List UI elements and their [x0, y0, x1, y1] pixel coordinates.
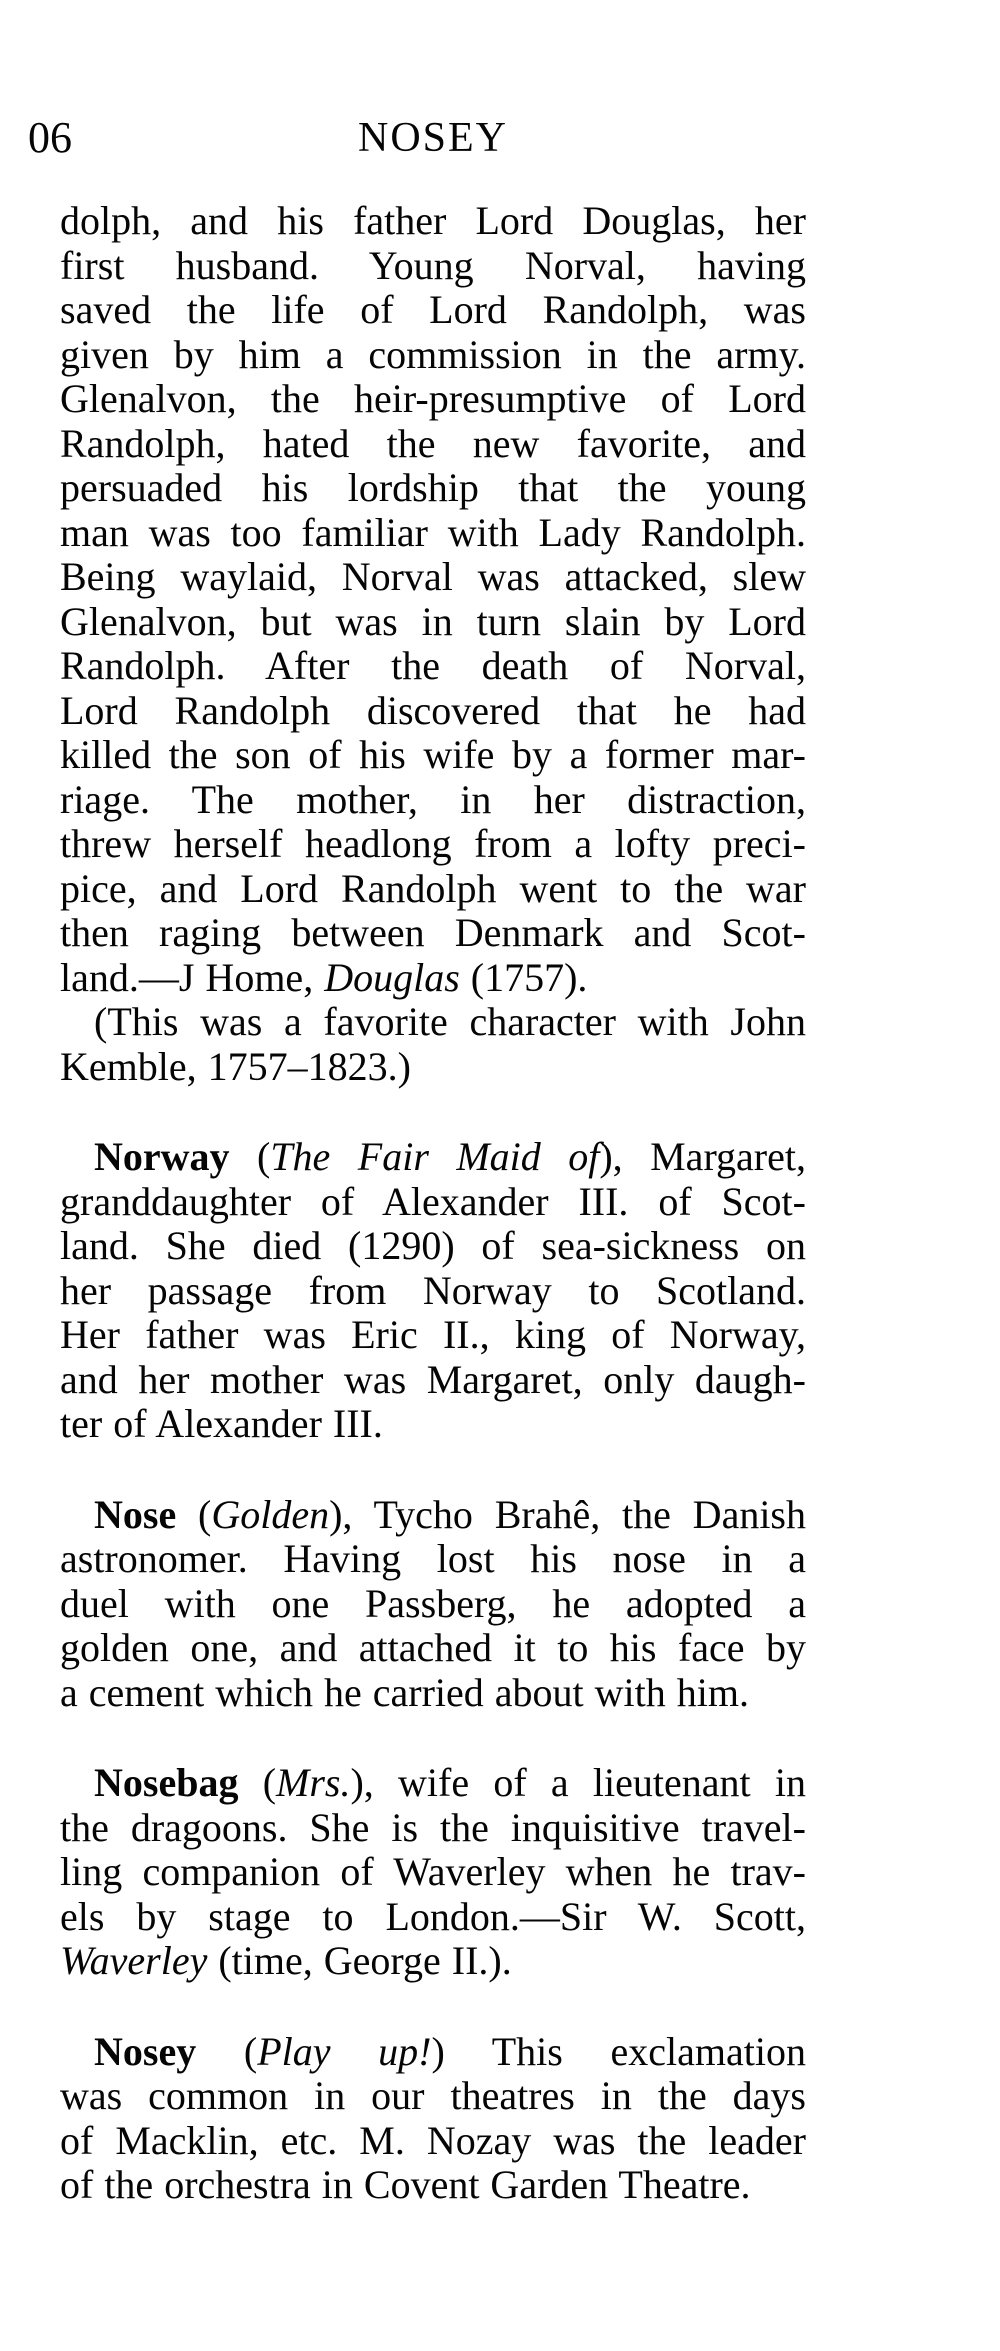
- text-segment: Glenalvon, but was in turn slain by Lord: [60, 598, 806, 644]
- text-segment: given by him a commission in the army.: [60, 331, 806, 377]
- text-line: [60, 555, 806, 600]
- entry-nosey: [60, 2030, 806, 2208]
- text-segment: dolph, and his father Lord Douglas, her: [60, 198, 806, 243]
- italic-text: Play up!: [257, 2028, 432, 2074]
- text-segment: the dragoons. She is the inquisitive travel-: [60, 1804, 806, 1850]
- entry-term: Nose: [94, 1491, 177, 1537]
- text-line: [60, 1626, 806, 1671]
- text-line: [60, 244, 806, 289]
- text-line: [60, 333, 806, 378]
- text-segment: granddaughter of Alexander III. of Scot-: [60, 1178, 806, 1224]
- text-line: [60, 1761, 806, 1806]
- text-line: [60, 822, 806, 867]
- text-segment: Being waylaid, Norval was attacked, slew: [60, 554, 806, 599]
- text-line: [60, 422, 806, 467]
- text-segment: ), Tycho Brahê, the Danish: [329, 1491, 806, 1537]
- text-segment: ling companion of Waverley when he trav-: [60, 1849, 806, 1894]
- text-segment: man was too familiar with Lady Randolph.: [60, 509, 806, 555]
- entry-term: Nosey: [94, 2028, 197, 2074]
- text-line: [60, 288, 806, 333]
- text-line: [60, 733, 806, 778]
- text-line: [60, 867, 806, 912]
- text-line: [60, 1402, 806, 1447]
- text-line: [60, 1224, 806, 1269]
- text-segment: (: [229, 1134, 271, 1179]
- text-segment: pice, and Lord Randolph went to the war: [60, 865, 806, 911]
- text-line: [60, 2030, 806, 2075]
- text-segment: land. She died (1290) of sea-sickness on: [60, 1223, 806, 1268]
- text-line: [60, 2074, 806, 2119]
- text-segment: land.—J Home,: [60, 954, 325, 1000]
- text-line: [60, 1895, 806, 1940]
- entry-norway: [60, 1135, 806, 1447]
- text-line: [60, 1000, 806, 1045]
- text-segment: killed the son of his wife by a former mar-: [60, 732, 806, 777]
- text-segment: Kemble, 1757–1823.): [60, 1043, 411, 1089]
- text-line: [60, 1537, 806, 1582]
- text-segment: duel with one Passberg, he adopted a: [60, 1580, 806, 1626]
- text-segment: Randolph, hated the new favorite, and: [60, 420, 806, 466]
- running-head-title: NOSEY: [357, 115, 508, 161]
- text-line: [60, 1358, 806, 1403]
- text-segment: ) This exclamation: [431, 2028, 806, 2074]
- page-number: 06: [28, 113, 72, 162]
- text-line: [60, 1269, 806, 1314]
- text-column: [60, 199, 806, 2208]
- entry-nosebag: [60, 1761, 806, 1984]
- text-line: [60, 199, 806, 244]
- text-segment: saved the life of Lord Randolph, was: [60, 287, 806, 332]
- text-segment: (This was a favorite character with John: [94, 999, 806, 1044]
- text-line: [60, 1939, 806, 1984]
- text-line: [60, 2163, 806, 2208]
- text-segment: of Macklin, etc. M. Nozay was the leader: [60, 2117, 806, 2163]
- italic-text: The Fair Maid of: [270, 1134, 600, 1179]
- text-line: [60, 377, 806, 422]
- entry-term: Nosebag: [94, 1760, 239, 1805]
- text-line: [60, 1493, 806, 1538]
- text-segment: then raging between Denmark and Scot-: [60, 910, 806, 955]
- text-segment: riage. The mother, in her distraction,: [60, 776, 806, 822]
- text-segment: her passage from Norway to Scotland.: [60, 1267, 806, 1313]
- text-line: [60, 1806, 806, 1851]
- text-line: [60, 689, 806, 734]
- italic-text: Douglas: [324, 954, 460, 1000]
- text-line: [60, 956, 806, 1001]
- text-segment: first husband. Young Norval, having: [60, 242, 806, 288]
- italic-text: Golden: [211, 1491, 330, 1537]
- text-line: [60, 911, 806, 956]
- text-segment: ), wife of a lieutenant in: [350, 1760, 807, 1805]
- italic-text: Mrs.: [276, 1760, 351, 1805]
- text-segment: and her mother was Margaret, only daugh-: [60, 1356, 806, 1402]
- italic-text: Waverley: [60, 1938, 208, 1983]
- text-segment: of the orchestra in Covent Garden Theatre.: [60, 2162, 751, 2207]
- text-segment: els by stage to London.—Sir W. Scott,: [60, 1893, 806, 1939]
- text-segment: a cement which he carried about with him.: [60, 1669, 749, 1715]
- text-segment: ter of Alexander III.: [60, 1401, 383, 1446]
- text-segment: (time, George II.).: [207, 1938, 512, 1983]
- text-line: [60, 1045, 806, 1090]
- text-segment: golden one, and attached it to his face by: [60, 1625, 806, 1670]
- entry-norval-continuation: [60, 199, 806, 1000]
- text-line: [60, 1313, 806, 1358]
- entry-nose: [60, 1493, 806, 1716]
- entry-term: Norway: [94, 1134, 230, 1179]
- text-segment: astronomer. Having lost his nose in a: [60, 1536, 806, 1581]
- text-segment: Lord Randolph discovered that he had: [60, 687, 806, 733]
- text-line: [60, 1180, 806, 1225]
- text-segment: was common in our theatres in the days: [60, 2073, 806, 2118]
- text-line: [60, 644, 806, 689]
- text-segment: (1757).: [459, 954, 588, 1000]
- text-segment: (: [238, 1760, 277, 1805]
- text-line: [60, 511, 806, 556]
- text-line: [60, 466, 806, 511]
- note-kemble: [60, 1000, 806, 1089]
- text-line: [60, 1135, 806, 1180]
- text-segment: (: [176, 1491, 212, 1537]
- text-segment: ), Margaret,: [599, 1134, 806, 1179]
- text-segment: (: [196, 2028, 258, 2074]
- text-segment: threw herself headlong from a lofty preci-: [60, 821, 806, 866]
- text-segment: Randolph. After the death of Norval,: [60, 643, 806, 688]
- text-line: [60, 1671, 806, 1716]
- text-segment: persuaded his lordship that the young: [60, 465, 806, 510]
- text-line: [60, 1582, 806, 1627]
- text-line: [60, 778, 806, 823]
- text-line: [60, 1850, 806, 1895]
- text-segment: Her father was Eric II., king of Norway,: [60, 1312, 806, 1357]
- text-line: [60, 2119, 806, 2164]
- text-segment: Glenalvon, the heir-presumptive of Lord: [60, 376, 806, 421]
- text-line: [60, 600, 806, 645]
